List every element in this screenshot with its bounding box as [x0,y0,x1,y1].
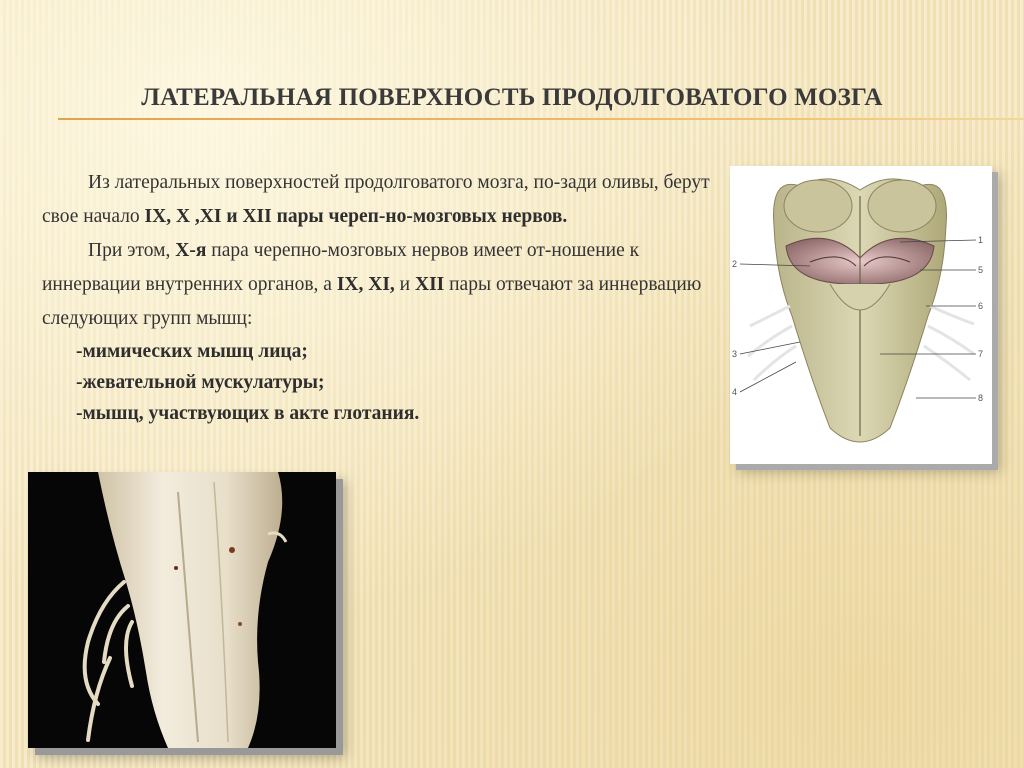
paragraph-2-part3: и [394,274,415,295]
slide-body-text [42,166,718,429]
paragraph-2-part2: пара черепно-мозговых нервов имеет от-ношение к иннервации внутренних органов, а [42,240,640,295]
list-item: -мимических мышц лица; [76,341,308,362]
list-item: -жевательной мускулатуры; [76,372,325,393]
diagram-label: 3 [732,349,738,359]
paragraph-1-intro: Из латеральных поверхностей продолговатого мозга, по-зади оливы, берут свое начало [42,172,710,227]
list-item: -мышц, участвующих в акте глотания. [76,403,420,424]
paragraph-2-bold1: Х-я [175,240,207,261]
diagram-label: 5 [978,265,984,275]
brainstem-specimen-svg [28,472,336,748]
slide-title: ЛАТЕРАЛЬНАЯ ПОВЕРХНОСТЬ ПРОДОЛГОВАТОГО МОЗГА [141,84,883,111]
paragraph-2-part4: пары отвечают за иннервацию следующих групп мышц: [42,274,702,329]
diagram-label: 6 [978,301,984,311]
muscle-groups-list [42,336,718,429]
paragraph-2-part1: При этом, [88,240,176,261]
paragraph-1 [42,166,718,234]
diagram-label: 4 [732,387,738,397]
paragraph-2-bold3: XII [414,274,445,295]
brainstem-specimen-photo [28,472,336,748]
diagram-label: 1 [978,235,984,245]
brainstem-diagram-svg [730,166,992,464]
paragraph-1-bold: IX, X ,XI и XII пары череп-но-мозговых нервов. [144,206,568,227]
diagram-label: 7 [978,349,984,359]
paragraph-2-bold2: IX, XI, [336,274,395,295]
paragraph-2 [42,234,718,336]
diagram-label: 2 [732,259,738,269]
title-underline [58,118,1024,120]
diagram-label: 8 [978,393,984,403]
brainstem-diagram-image [730,166,992,464]
